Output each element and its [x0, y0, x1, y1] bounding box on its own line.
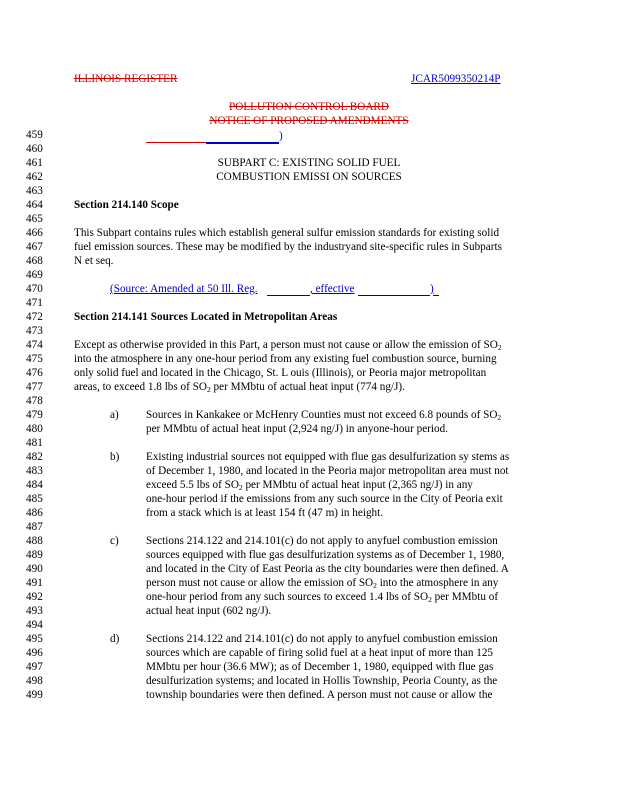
close-paren: ): [279, 130, 283, 142]
s141-intro-line1: [74, 339, 502, 352]
line-number: 494: [26, 619, 43, 631]
line-number: 485: [26, 493, 43, 505]
item-b-line1: Existing industrial sources not equipped with flue gas desulfurization sy stems as: [146, 451, 510, 463]
register-title: ILLINOIS REGISTER: [74, 73, 178, 85]
line-number: 464: [26, 199, 43, 211]
line-number: 476: [26, 367, 43, 379]
line-number: 475: [26, 353, 43, 365]
s140-text-line3: N et seq.: [74, 255, 114, 267]
line-number: 489: [26, 549, 43, 561]
subpart-title-line2: COMBUSTION EMISSI ON SOURCES: [216, 171, 402, 183]
so2-subscript: 2: [497, 413, 502, 422]
item-a-line1-text: Sources in Kankakee or McHenry Counties must not exceed 6.8 pounds of SO: [146, 409, 498, 421]
item-a-label: a): [110, 409, 119, 421]
source-blank-1: [267, 295, 310, 296]
item-b-line5: from a stack which is at least 154 ft (47 m) in height.: [146, 507, 384, 519]
line-number: 469: [26, 269, 43, 281]
s141-intro-line4a: areas, to exceed 1.8 lbs of SO: [74, 381, 207, 393]
line-number: 495: [26, 633, 43, 645]
item-a-line2: per MMbtu of actual heat input (2,924 ng/J) in anyone-hour period.: [146, 423, 448, 435]
notice-title: NOTICE OF PROPOSED AMENDMENTS: [209, 115, 409, 127]
item-d-line5: township boundaries were then defined. A person must not cause or allow the: [146, 689, 493, 701]
blank-underline-blue: [206, 142, 279, 144]
line-number: 482: [26, 451, 43, 463]
item-c-line4b: into the atmosphere in any: [376, 577, 499, 589]
line-number: 499: [26, 689, 43, 701]
item-c-line2: sources equipped with flue gas desulfurization systems as of December 1, 1980,: [146, 549, 505, 561]
line-number: 483: [26, 465, 43, 477]
line-number: 463: [26, 185, 43, 197]
s141-intro-line4b: per MMbtu of actual heat input (774 ng/J).: [210, 381, 405, 393]
line-number: 468: [26, 255, 43, 267]
so2-subscript: 2: [373, 581, 377, 590]
line-number: 477: [26, 381, 43, 393]
item-c-line3: and located in the City of East Peoria as the city boundaries were then defined. A: [146, 563, 509, 575]
line-number: 462: [26, 171, 43, 183]
line-number: 479: [26, 409, 43, 421]
source-blank-2: [358, 295, 430, 296]
item-b-line3a: exceed 5.5 lbs of SO: [146, 479, 239, 491]
s141-intro-line4: [74, 381, 405, 394]
line-number: 496: [26, 647, 43, 659]
item-d-line3: MMbtu per hour (36.6 MW); as of December 1, 1980, equipped with flue gas: [146, 661, 494, 673]
so2-subscript: 2: [428, 595, 432, 604]
item-b-line3b: per MMbtu of actual heat input (2,365 ng/J) in any: [242, 479, 473, 491]
item-c-line5: [146, 591, 498, 604]
item-d-label: d): [110, 633, 120, 645]
line-number: 466: [26, 227, 43, 239]
source-note-part2: , effective: [310, 283, 355, 295]
line-number: 480: [26, 423, 43, 435]
line-number: 471: [26, 297, 43, 309]
line-number: 484: [26, 479, 43, 491]
line-number: 473: [26, 325, 43, 337]
item-a-line1: [146, 409, 501, 422]
line-number: 490: [26, 563, 43, 575]
line-number: 486: [26, 507, 43, 519]
item-d-line1: Sections 214.122 and 214.101(c) do not apply to anyfuel combustion emission: [146, 633, 498, 645]
jcar-code: JCAR5099350214P: [411, 73, 501, 85]
line-number: 461: [26, 157, 43, 169]
line-number: 465: [26, 213, 43, 225]
item-c-line5b: per MMbtu of: [431, 591, 499, 603]
line-number: 481: [26, 437, 43, 449]
source-note-part1: (Source: Amended at 50 Ill. Reg.: [110, 283, 258, 295]
board-name: POLLUTION CONTROL BOARD: [229, 101, 389, 113]
line-number: 459: [26, 129, 43, 141]
blank-underline-red: [146, 142, 206, 143]
s141-intro-line1-text: Except as otherwise provided in this Part, a person must not cause or allow the emission of SO: [74, 339, 498, 351]
source-blank-3: [433, 295, 439, 296]
s141-intro-line3: only solid fuel and located in the Chicago, St. L ouis (Illinois), or Peoria major metropolitan: [74, 367, 487, 379]
item-c-line4a: person must not cause or allow the emission of SO: [146, 577, 374, 589]
item-d-line2: sources which are capable of firing solid fuel at a heat input of more than 125: [146, 647, 494, 659]
line-number: 474: [26, 339, 43, 351]
item-b-line4: one-hour period if the emissions from any such source in the City of Peoria exit: [146, 493, 503, 505]
line-number: 470: [26, 283, 43, 295]
item-d-line4: desulfurization systems; and located in Hollis Township, Peoria County, as the: [146, 675, 498, 687]
item-c-line1: Sections 214.122 and 214.101(c) do not apply to anyfuel combustion emission: [146, 535, 498, 547]
so2-subscript: 2: [206, 385, 211, 394]
item-c-line4: [146, 577, 498, 590]
line-number: 497: [26, 661, 43, 673]
item-c-line6: actual heat input (602 ng/J).: [146, 605, 272, 617]
line-number: 498: [26, 675, 43, 687]
line-number: 488: [26, 535, 43, 547]
line-number: 493: [26, 605, 43, 617]
line-number: 491: [26, 577, 43, 589]
source-note-part3: ): [430, 283, 434, 295]
line-number: 472: [26, 311, 43, 323]
section-140-heading: Section 214.140 Scope: [74, 199, 179, 211]
item-b-label: b): [110, 451, 120, 463]
so2-subscript: 2: [238, 483, 243, 492]
line-number: 460: [26, 143, 43, 155]
s140-text-line1: This Subpart contains rules which establish general sulfur emission standards for existing solid: [74, 227, 500, 239]
item-c-line5a: one-hour period from any such sources to exceed 1.4 lbs of SO: [146, 591, 429, 603]
line-number: 478: [26, 395, 43, 407]
subpart-title-line1: SUBPART C: EXISTING SOLID FUEL: [217, 157, 401, 169]
line-number: 492: [26, 591, 43, 603]
item-b-line3: [146, 479, 473, 492]
item-b-line2: of December 1, 1980, and located in the Peoria major metropolitan area must not: [146, 465, 509, 477]
line-number: 487: [26, 521, 43, 533]
section-141-heading: Section 214.141 Sources Located in Metropolitan Areas: [74, 311, 338, 323]
line-number: 467: [26, 241, 43, 253]
s141-intro-line2: into the atmosphere in any one-hour period from any existing fuel combustion source, burning: [74, 353, 497, 365]
s140-text-line2: fuel emission sources. These may be modified by the industryand site-specific rules in Subparts: [74, 241, 502, 253]
so2-subscript: 2: [497, 343, 502, 352]
item-c-label: c): [110, 535, 119, 547]
